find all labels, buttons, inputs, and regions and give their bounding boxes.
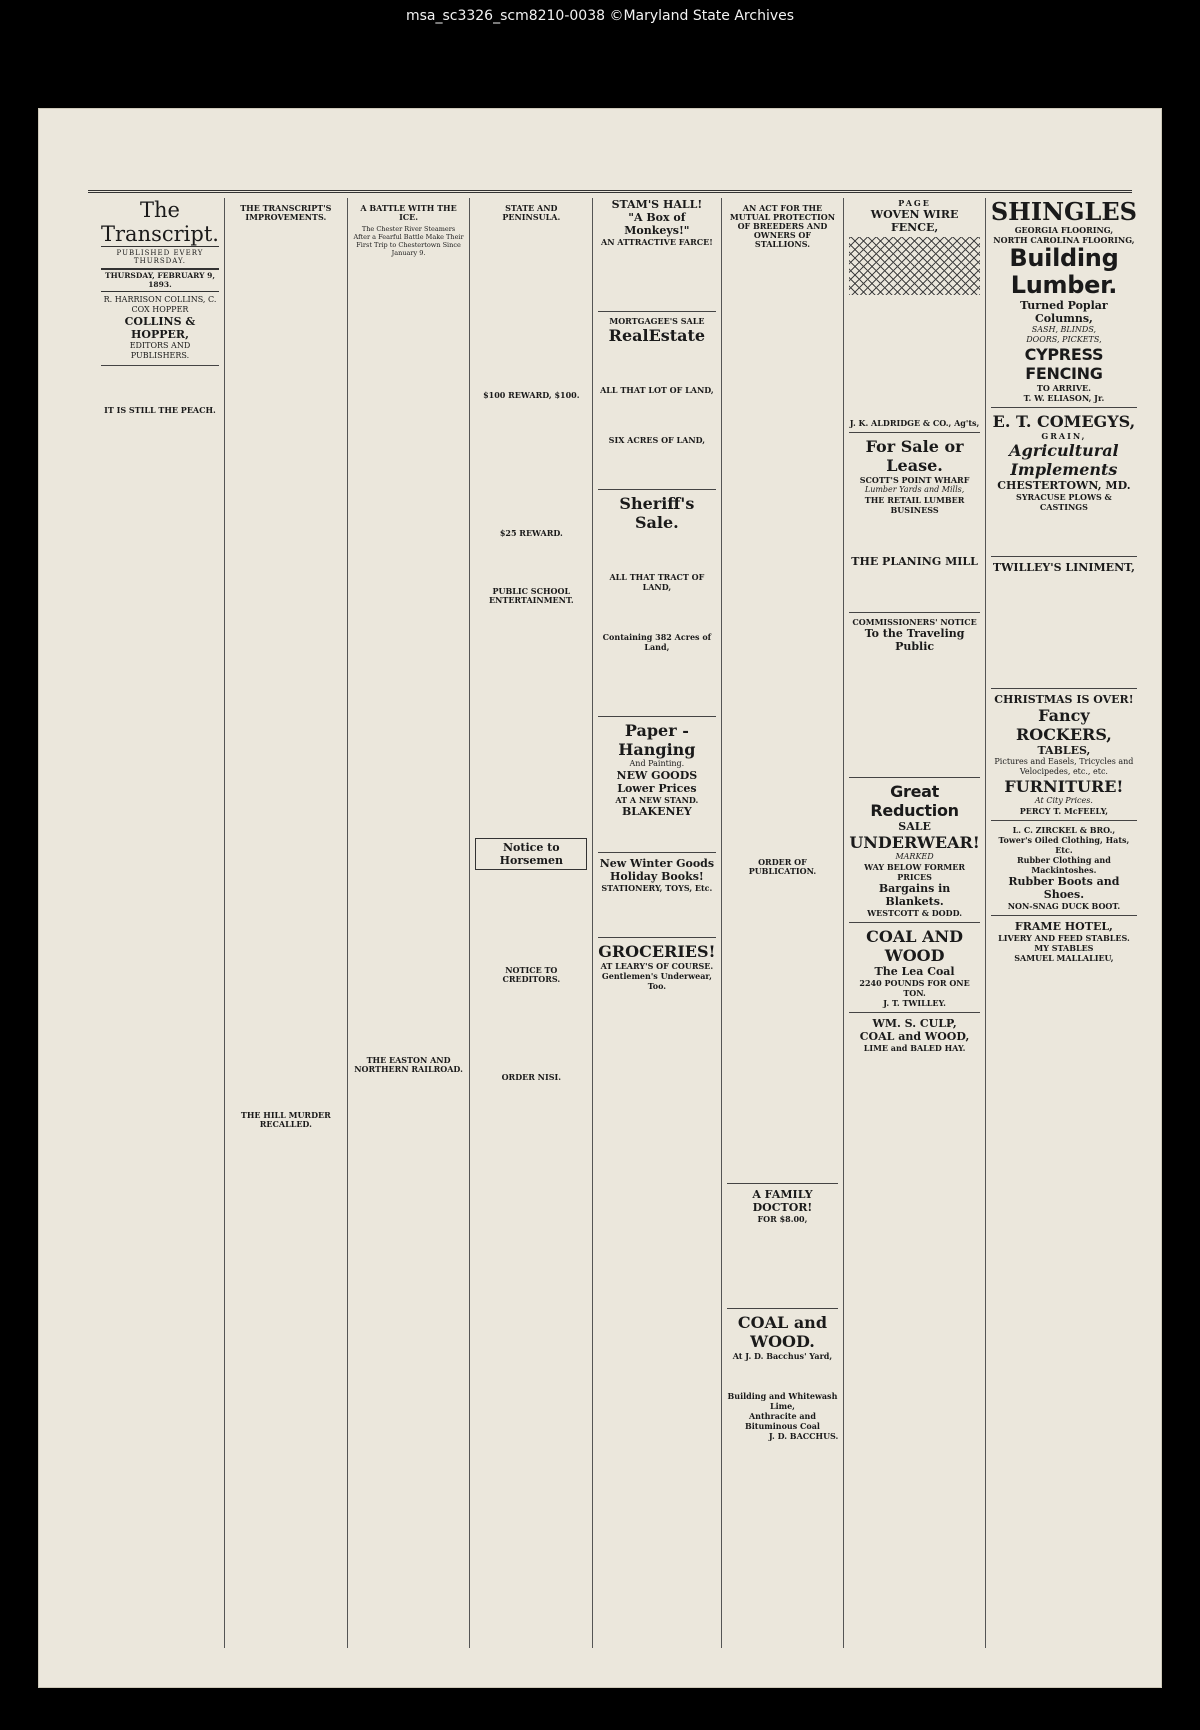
underwear-title: UNDERWEAR!	[849, 833, 980, 852]
flooring2-line: NORTH CAROLINA FLOORING,	[993, 235, 1135, 245]
sheriff-title: Sheriff's Sale.	[619, 494, 695, 532]
westcott-line: WESTCOTT & DODD.	[867, 908, 962, 918]
lime-line: Building and Whitewash Lime,	[727, 1391, 838, 1411]
lea-coal: The Lea Coal	[874, 965, 955, 978]
newspaper-page	[38, 108, 1162, 1688]
lumber-title: Building Lumber.	[1009, 244, 1119, 299]
zirckel-line: L. C. ZIRCKEL & BRO.,	[1012, 825, 1116, 835]
rubber-line: Rubber Clothing and Mackintoshes.	[1017, 855, 1111, 875]
rockers-title: Fancy ROCKERS,	[1015, 706, 1112, 744]
published-line: PUBLISHED EVERY THURSDAY.	[116, 249, 204, 266]
christmas-title: CHRISTMAS IS OVER!	[994, 693, 1134, 706]
hay-line: LIME and BALED HAY.	[863, 1043, 966, 1053]
furniture-title: FURNITURE!	[1004, 777, 1124, 796]
tables-line: TABLES,	[1037, 744, 1091, 757]
sale-title: For Sale or Lease.	[865, 437, 964, 475]
aldridge-line: J. K. ALDRIDGE & CO., Ag'ts,	[849, 418, 980, 428]
dateline: THURSDAY, FEBRUARY 9, 1893.	[101, 268, 219, 291]
creditors-notice: NOTICE TO CREDITORS.	[502, 965, 561, 984]
pounds-line: 2240 POUNDS FOR ONE TON.	[859, 978, 970, 998]
plows-line: SYRACUSE PLOWS & CASTINGS	[1016, 492, 1112, 512]
land-line: ALL THAT LOT OF LAND,	[600, 385, 714, 395]
hotel-title: FRAME HOTEL,	[1014, 920, 1113, 933]
column-6	[722, 198, 845, 1648]
doctor-title: A FAMILY DOCTOR!	[752, 1188, 813, 1214]
horsemen-notice: Notice to Horsemen	[475, 838, 587, 870]
grain-line: GRAIN,	[1041, 431, 1087, 441]
nonsnag-line: NON-SNAG DUCK BOOT.	[1007, 901, 1121, 911]
sale-word: SALE	[898, 820, 931, 833]
mallalieu-line: SAMUEL MALLALIEU,	[1014, 953, 1114, 963]
peach-heading: IT IS STILL THE PEACH.	[104, 405, 216, 416]
column-5	[593, 198, 721, 1648]
archive-header: msa_sc3326_scm8210-0038 ©Maryland State Archives	[405, 8, 795, 24]
twilley-line: J. T. TWILLEY.	[883, 998, 946, 1008]
ice-subheading: The Chester River Steamers After a Fearful Battle Make Their First Trip to Chestertown Since January 9.	[353, 225, 464, 257]
state-heading: STATE AND PENINSULA.	[502, 203, 561, 222]
coal-wood-title: COAL AND WOOD	[866, 927, 963, 965]
anthracite-line: Anthracite and Bituminous Coal	[744, 1411, 820, 1431]
arrive-line: TO ARRIVE.	[1036, 383, 1091, 393]
lumber-line: Lumber Yards and Mills,	[864, 485, 965, 494]
pictures-line: Pictures and Easels, Tricycles and Velocipedes, etc., etc.	[994, 757, 1134, 776]
traveling-public: To the Traveling Public	[864, 627, 965, 653]
tract-line: ALL THAT TRACT OF LAND,	[609, 572, 705, 592]
shingles-title: SHINGLES	[990, 197, 1137, 226]
firm-sub: EDITORS AND PUBLISHERS.	[129, 340, 191, 360]
blankets-line: Bargains in Blankets.	[878, 882, 951, 908]
state-text	[475, 225, 587, 385]
doors-line: DOORS, PICKETS,	[1026, 335, 1102, 344]
column-3	[348, 198, 471, 1648]
column-2	[225, 198, 348, 1648]
hall-title: STAM'S HALL!	[611, 198, 703, 211]
column-1	[96, 198, 225, 1648]
editorial-text	[101, 370, 219, 401]
retail-line: THE RETAIL LUMBER BUSINESS	[864, 495, 965, 515]
order-heading: ORDER OF PUBLICATION.	[748, 857, 817, 876]
groceries-title: GROCERIES!	[598, 942, 716, 961]
column-8	[986, 198, 1142, 1648]
comegys-title: E. T. COMEGYS,	[992, 412, 1136, 431]
bacchus-line: At J. D. Bacchus' Yard,	[732, 1351, 833, 1361]
chestertown-line: CHESTERTOWN, MD.	[997, 479, 1131, 492]
mcfeely-line: PERCY T. McFEELY,	[1019, 806, 1109, 816]
cypress-title: CYPRESS FENCING	[1024, 345, 1104, 383]
goods-line: NEW GOODS	[616, 769, 698, 782]
columns-line: Turned Poplar Columns,	[1020, 299, 1108, 325]
stand-line: AT A NEW STAND.	[615, 795, 699, 805]
improvements-heading: THE TRANSCRIPT'S IMPROVEMENTS.	[240, 203, 332, 222]
editors-line: R. HARRISON COLLINS, C. COX HOPPER	[103, 294, 217, 314]
improvements-text	[230, 225, 342, 1105]
murder-heading: THE HILL MURDER RECALLED.	[240, 1110, 331, 1129]
firm-name: COLLINS & HOPPER,	[124, 314, 196, 341]
column-7	[844, 198, 986, 1648]
reward-heading: $100 REWARD, $100.	[483, 390, 580, 400]
ice-heading: A BATTLE WITH THE ICE.	[360, 203, 457, 222]
reward2-heading: $25 REWARD.	[499, 528, 563, 538]
coal-title: COAL and WOOD.	[737, 1313, 827, 1351]
play-title: "A Box of Monkeys!"	[624, 211, 690, 237]
liniment-title: TWILLEY'S LINIMENT,	[992, 561, 1135, 574]
culp-coal-wood: COAL and WOOD,	[859, 1030, 970, 1043]
agri-line: Agricultural	[1009, 441, 1119, 460]
painting-line: And Painting.	[629, 759, 685, 768]
leary-line: AT LEARY'S OF COURSE.	[600, 961, 714, 971]
mortgagee-title: MORTGAGEE'S SALE	[609, 316, 705, 326]
top-rule	[88, 190, 1132, 193]
culp-title: WM. S. CULP,	[872, 1017, 957, 1030]
ice-text	[353, 260, 465, 1050]
livery-line: LIVERY AND FEED STABLES.	[998, 933, 1130, 943]
city-prices: At City Prices.	[1034, 796, 1093, 805]
fence-illustration	[849, 237, 980, 295]
towers-line: Tower's Oiled Clothing, Hats, Etc.	[998, 835, 1130, 855]
winter-goods: New Winter Goods	[599, 857, 715, 870]
order-nisi-heading: ORDER NISI.	[501, 1072, 562, 1082]
implements-line: Implements	[1010, 460, 1118, 479]
paper-title: Paper - Hanging	[618, 721, 696, 759]
wharf-line: SCOTT'S POINT WHARF	[859, 475, 970, 485]
realestate-title: RealEstate	[608, 326, 706, 345]
holiday-books: Holiday Books!	[610, 870, 704, 883]
column-4	[470, 198, 593, 1648]
boots-line: Rubber Boots and Shoes.	[1008, 875, 1120, 901]
bacchus-signature: J. D. BACCHUS.	[768, 1431, 839, 1441]
entertainment-heading: PUBLIC SCHOOL ENTERTAINMENT.	[488, 586, 574, 605]
act-heading: AN ACT FOR THE MUTUAL PROTECTION OF BREEDERS AND OWNERS OF STALLIONS.	[729, 203, 836, 249]
masthead: The Transcript.	[101, 198, 219, 246]
eliason-line: T. W. ELIASON, Jr.	[1023, 393, 1105, 403]
great-reduction: Great Reduction	[870, 782, 959, 820]
blakeney-line: BLAKENEY	[621, 805, 692, 818]
marked-line: MARKED	[895, 852, 934, 861]
mill-line: THE PLANING MILL	[851, 555, 978, 568]
acres-line: SIX ACRES OF LAND,	[608, 435, 706, 445]
underwear-line: Gentlemen's Underwear, Too.	[601, 971, 712, 991]
stationery-line: STATIONERY, TOYS, Etc.	[601, 883, 713, 893]
prices-line: Lower Prices	[617, 782, 697, 795]
fence-title: WOVEN WIRE FENCE,	[870, 208, 959, 234]
farce-line: AN ATTRACTIVE FARCE!	[601, 237, 713, 247]
railroad-heading: THE EASTON AND NORTHERN RAILROAD.	[354, 1055, 463, 1074]
flooring-line: GEORGIA FLOORING,	[1014, 225, 1114, 235]
doctor-price: FOR $8.00,	[757, 1214, 808, 1224]
stables-line: MY STABLES	[1034, 943, 1094, 953]
page-line: PAGE	[898, 198, 931, 208]
below-prices: WAY BELOW FORMER PRICES	[864, 862, 966, 882]
acres2-line: Containing 382 Acres of Land,	[602, 632, 712, 652]
sash-line: SASH, BLINDS,	[1031, 325, 1097, 334]
comm-notice: COMMISSIONERS' NOTICE	[852, 617, 977, 627]
columns	[96, 198, 1142, 1648]
